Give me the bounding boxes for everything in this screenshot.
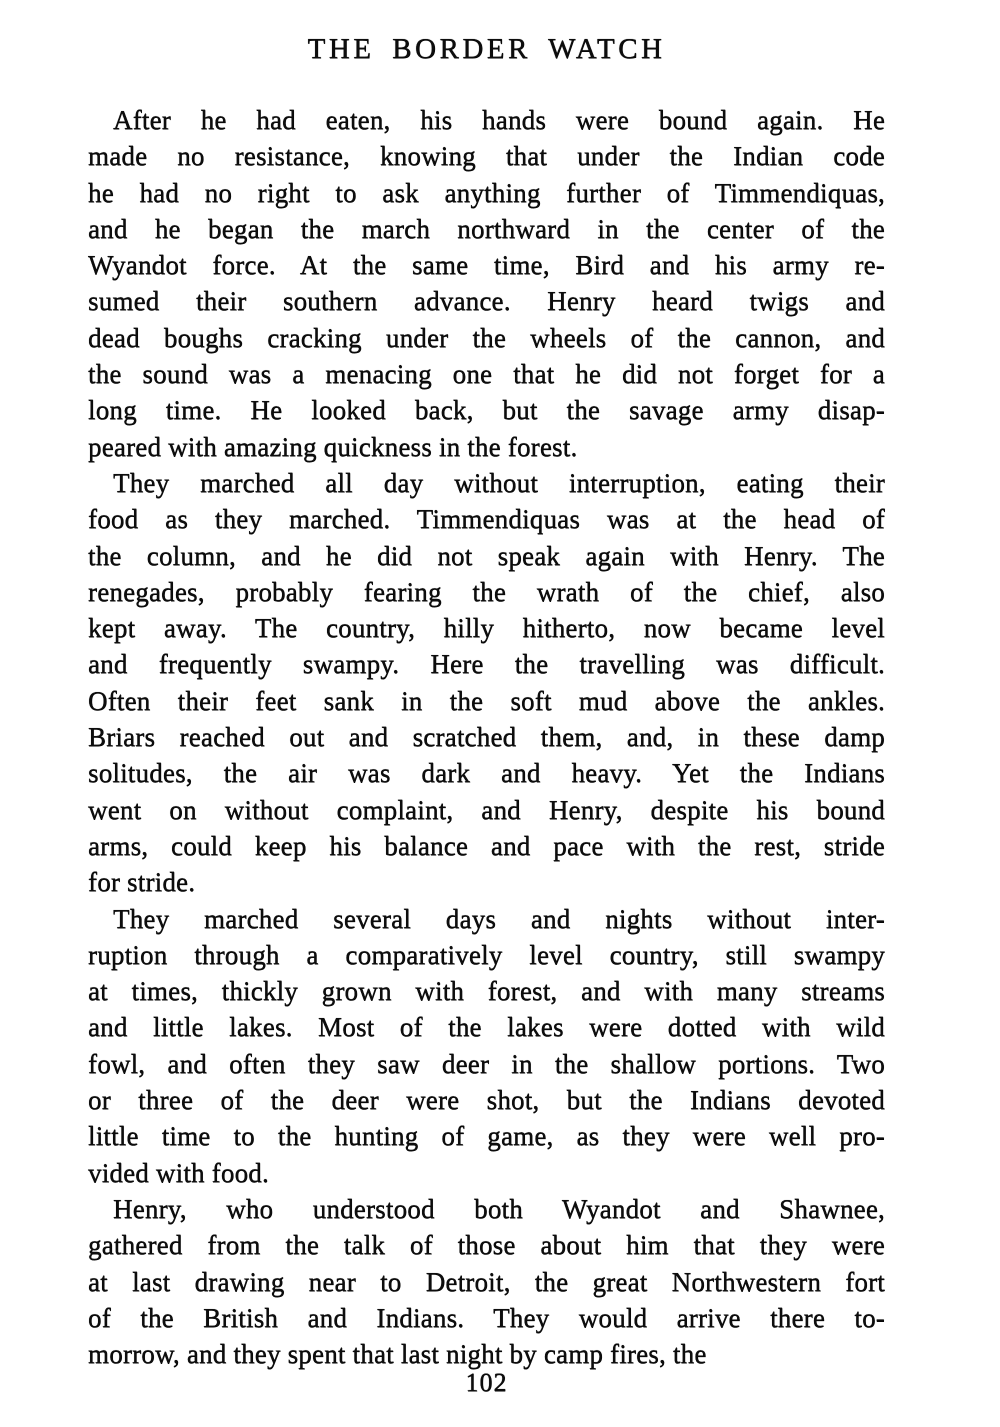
paragraph-2	[88, 465, 885, 901]
text-line: for stride.	[88, 867, 196, 898]
text-line: at last drawing near to Detroit, the great Northwestern fort	[88, 1266, 885, 1297]
text-line: the column, and he did not speak again with Henry. The	[88, 540, 885, 571]
text-line: ruption through a comparatively level country, still swampy	[88, 939, 885, 970]
text-line: solitudes, the air was dark and heavy. Yet the Indians	[88, 758, 885, 789]
text-line: peared with amazing quickness in the forest.	[88, 431, 578, 462]
text-line: and frequently swampy. Here the travelling was difficult.	[88, 649, 885, 680]
text-line: little time to the hunting of game, as they were well pro-	[88, 1121, 885, 1152]
text-line: arms, could keep his balance and pace with the rest, stride	[88, 830, 885, 861]
text-line: vided with food.	[88, 1157, 269, 1188]
text-line: and little lakes. Most of the lakes were dotted with wild	[88, 1012, 885, 1043]
text-line: made no resistance, knowing that under the Indian code	[88, 141, 885, 172]
text-line: morrow, and they spent that last night by camp fires, the	[88, 1339, 707, 1370]
text-line: or three of the deer were shot, but the Indians devoted	[88, 1085, 885, 1116]
text-line: kept away. The country, hilly hitherto, now became level	[88, 613, 885, 644]
text-line: gathered from the talk of those about him that they were	[88, 1230, 885, 1261]
text-line: Henry, who understood both Wyandot and Shawnee,	[113, 1193, 885, 1224]
text-line: They marched several days and nights without inter-	[113, 903, 885, 934]
page-title: THE BORDER WATCH	[307, 33, 666, 65]
text-line: of the British and Indians. They would arrive there to-	[88, 1302, 885, 1333]
text-line: at times, thickly grown with forest, and with many streams	[88, 976, 885, 1007]
text-line: long time. He looked back, but the savage army disap-	[88, 395, 885, 426]
page-number: 102	[465, 1368, 508, 1397]
text-line: food as they marched. Timmendiquas was at the head of	[88, 504, 885, 535]
text-line: Briars reached out and scratched them, and, in these damp	[88, 722, 885, 753]
text-line: went on without complaint, and Henry, despite his bound	[88, 794, 885, 825]
text-line: Often their feet sank in the soft mud above the ankles.	[88, 685, 885, 716]
text-line: the sound was a menacing one that he did not forget for a	[88, 359, 885, 390]
text-line: fowl, and often they saw deer in the shallow portions. Two	[88, 1048, 885, 1079]
text-line: renegades, probably fearing the wrath of the chief, also	[88, 576, 885, 607]
paragraph-4	[88, 1191, 885, 1372]
text-line: After he had eaten, his hands were bound again. He	[113, 105, 885, 135]
text-block	[88, 102, 885, 1372]
text-line: sumed their southern advance. Henry heard twigs and	[88, 286, 885, 317]
text-line: They marched all day without interruption, eating their	[113, 467, 885, 498]
text-line: he had no right to ask anything further of Timmendiquas,	[88, 177, 885, 208]
text-line: dead boughs cracking under the wheels of the cannon, and	[88, 322, 885, 353]
text-line: and he began the march northward in the center of the	[88, 213, 885, 244]
text-line: Wyandot force. At the same time, Bird and his army re-	[88, 250, 885, 281]
paragraph-1	[88, 102, 885, 465]
paragraph-3	[88, 901, 885, 1191]
